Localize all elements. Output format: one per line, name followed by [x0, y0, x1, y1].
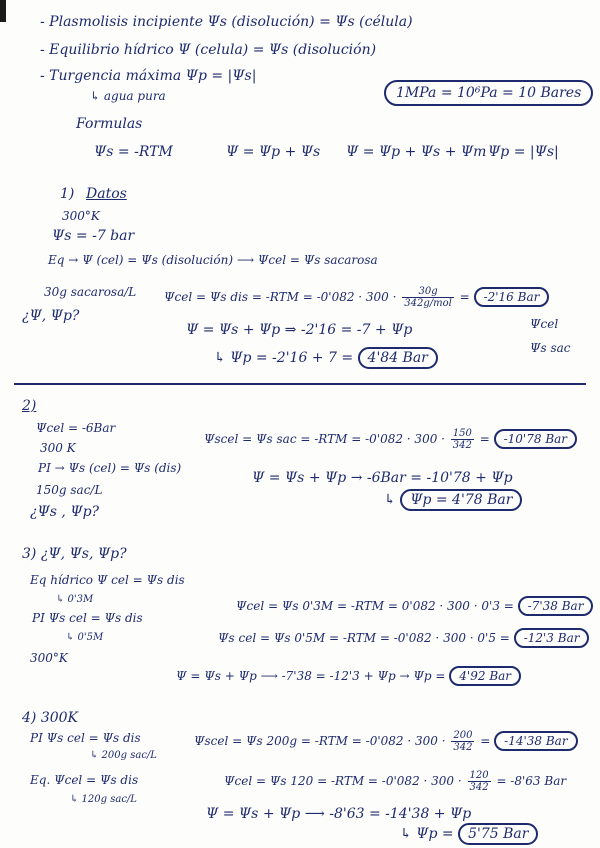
problem-1-number: 1) — [60, 186, 75, 202]
problem-1-side-note-cell: Ψcel — [530, 317, 559, 331]
unit-conversion-box: 1MPa = 10⁶Pa = 10 Bares — [384, 80, 593, 106]
problem-2-pressure-calc: ↳ Ψp = 4'78 Bar — [384, 492, 522, 508]
problem-4-equilibrium: Eq. Ψcel = Ψs dis — [30, 773, 139, 787]
problem-1-result-pressure: 4'84 Bar — [358, 347, 438, 369]
problem-3-result-solute: -12'3 Bar — [514, 628, 590, 648]
problem-3-temperature: 300°K — [30, 651, 68, 665]
problem-3-calc-cell: Ψcel = Ψs 0'3M = -RTM = 0'082 · 300 · 0'3 = -7'38 Bar — [236, 598, 593, 614]
problem-3-pressure-calc: Ψ = Ψs + Ψp ⟶ -7'38 = -12'3 + Ψp → Ψp = 4'92 Bar — [176, 668, 521, 684]
problem-1-equilibrium: Eq → Ψ (cel) = Ψs (disolución) ⟶ Ψcel = Ψs sacarosa — [48, 253, 378, 267]
problem-4-plasmolysis: PI Ψs cel = Ψs dis — [30, 731, 141, 745]
problem-2-cell-potential: Ψcel = -6Bar — [36, 421, 116, 435]
intro-pure-water: ↳ agua pura — [90, 89, 166, 103]
problem-1-water-potential-eq: Ψ = Ψs + Ψp ⇒ -2'16 = -7 + Ψp — [186, 322, 413, 338]
problem-4-water-potential-eq: Ψ = Ψs + Ψp ⟶ -8'63 = -14'38 + Ψp — [206, 806, 472, 822]
problem-1-side-note-sucrose: Ψs sac — [530, 341, 571, 355]
formula-max-turgor: Ψp = |Ψs| — [488, 144, 559, 160]
problem-3-result-pressure: 4'92 Bar — [449, 666, 521, 686]
intro-turgor: - Turgencia máxima Ψp = |Ψs| — [40, 68, 257, 84]
problem-2-question: ¿Ψs , Ψp? — [30, 504, 100, 520]
problem-4-fraction-2: $\frac{120}{342}$ — [469, 770, 489, 793]
problem-3-molarity-1: ↳ 0'3M — [56, 594, 94, 605]
problem-3-molarity-2: ↳ 0'5M — [66, 632, 104, 643]
formulas-title: Formulas — [76, 116, 143, 132]
problem-1-pressure-calc: ↳ Ψp = -2'16 + 7 = 4'84 Bar — [214, 350, 438, 366]
problem-1-fraction: $\frac{30g}{\text{342g/mol}}$ — [404, 286, 452, 309]
formula-solute-potential: Ψs = -RTM — [94, 144, 173, 160]
problem-2-calculation: Ψscel = Ψs sac = -RTM = -0'082 · 300 · $\frac{150}{342}$ = -10'78 Bar — [204, 428, 577, 451]
problem-3-result-cell: -7'38 Bar — [518, 596, 594, 616]
problem-1-concentration: 30g sacarosa/L — [44, 285, 137, 299]
page-edge-mark — [0, 0, 6, 22]
problem-1-question: ¿Ψ, Ψp? — [22, 308, 80, 324]
problem-4-concentration-1: ↳ 200g sac/L — [90, 750, 157, 761]
problem-2-fraction: $\frac{150}{342}$ — [452, 428, 472, 451]
problem-2-number: 2) — [22, 398, 37, 414]
problem-3-heading: 3) ¿Ψ, Ψs, Ψp? — [22, 546, 127, 562]
problem-2-plasmolysis: PI → Ψs (cel) = Ψs (dis) — [38, 461, 182, 475]
intro-plasmolysis: - Plasmolisis incipiente Ψs (disolución) = Ψs (célula) — [40, 14, 413, 30]
problem-4-calc-cell: Ψcel = Ψs 120 = -RTM = -0'082 · 300 · $\frac{120}{342}$ = -8'63 Bar — [224, 770, 567, 793]
section-divider — [14, 383, 586, 385]
problem-1-result-solute: -2'16 Bar — [474, 287, 550, 307]
problem-4-pressure-calc: ↳ Ψp = 5'75 Bar — [400, 826, 538, 842]
problem-2-temperature: 300 K — [40, 441, 76, 455]
problem-2-water-potential-eq: Ψ = Ψs + Ψp → -6Bar = -10'78 + Ψp — [252, 470, 513, 486]
intro-equilibrium: - Equilibrio hídrico Ψ (celula) = Ψs (disolución) — [40, 42, 377, 58]
formula-water-potential-matric: Ψ = Ψp + Ψs + Ψm — [346, 144, 487, 160]
problem-1-calculation: Ψcel = Ψs dis = -RTM = -0'082 · 300 · $\frac{30g}{\text{342g/mol}}$ = -2'16 Bar — [164, 286, 549, 309]
problem-2-result-pressure: Ψp = 4'78 Bar — [400, 489, 522, 511]
problem-1-solute-potential: Ψs = -7 bar — [52, 228, 135, 244]
formula-water-potential: Ψ = Ψp + Ψs — [226, 144, 321, 160]
problem-4-result-pressure: 5'75 Bar — [458, 823, 538, 845]
problem-1-temperature: 300°K — [62, 209, 100, 223]
problem-3-plasmolysis: PI Ψs cel = Ψs dis — [32, 611, 143, 625]
problem-3-hydric-equilibrium: Eq hídrico Ψ cel = Ψs dis — [30, 573, 185, 587]
problem-4-result-solute: -14'38 Bar — [494, 731, 577, 751]
problem-1-title: Datos — [86, 186, 127, 202]
problem-3-calc-solute: Ψs cel = Ψs 0'5M = -RTM = -0'082 · 300 · 0'5 = -12'3 Bar — [218, 630, 589, 646]
problem-4-concentration-2: ↳ 120g sac/L — [70, 794, 137, 805]
problem-2-result-solute: -10'78 Bar — [494, 429, 577, 449]
problem-4-fraction-1: $\frac{200}{342}$ — [453, 730, 473, 753]
problem-4-heading: 4) 300K — [22, 710, 78, 726]
problem-4-calc-solute: Ψscel = Ψs 200g = -RTM = -0'082 · 300 · $\frac{200}{342}$ = -14'38 Bar — [194, 730, 578, 753]
problem-2-concentration: 150g sac/L — [36, 483, 103, 497]
